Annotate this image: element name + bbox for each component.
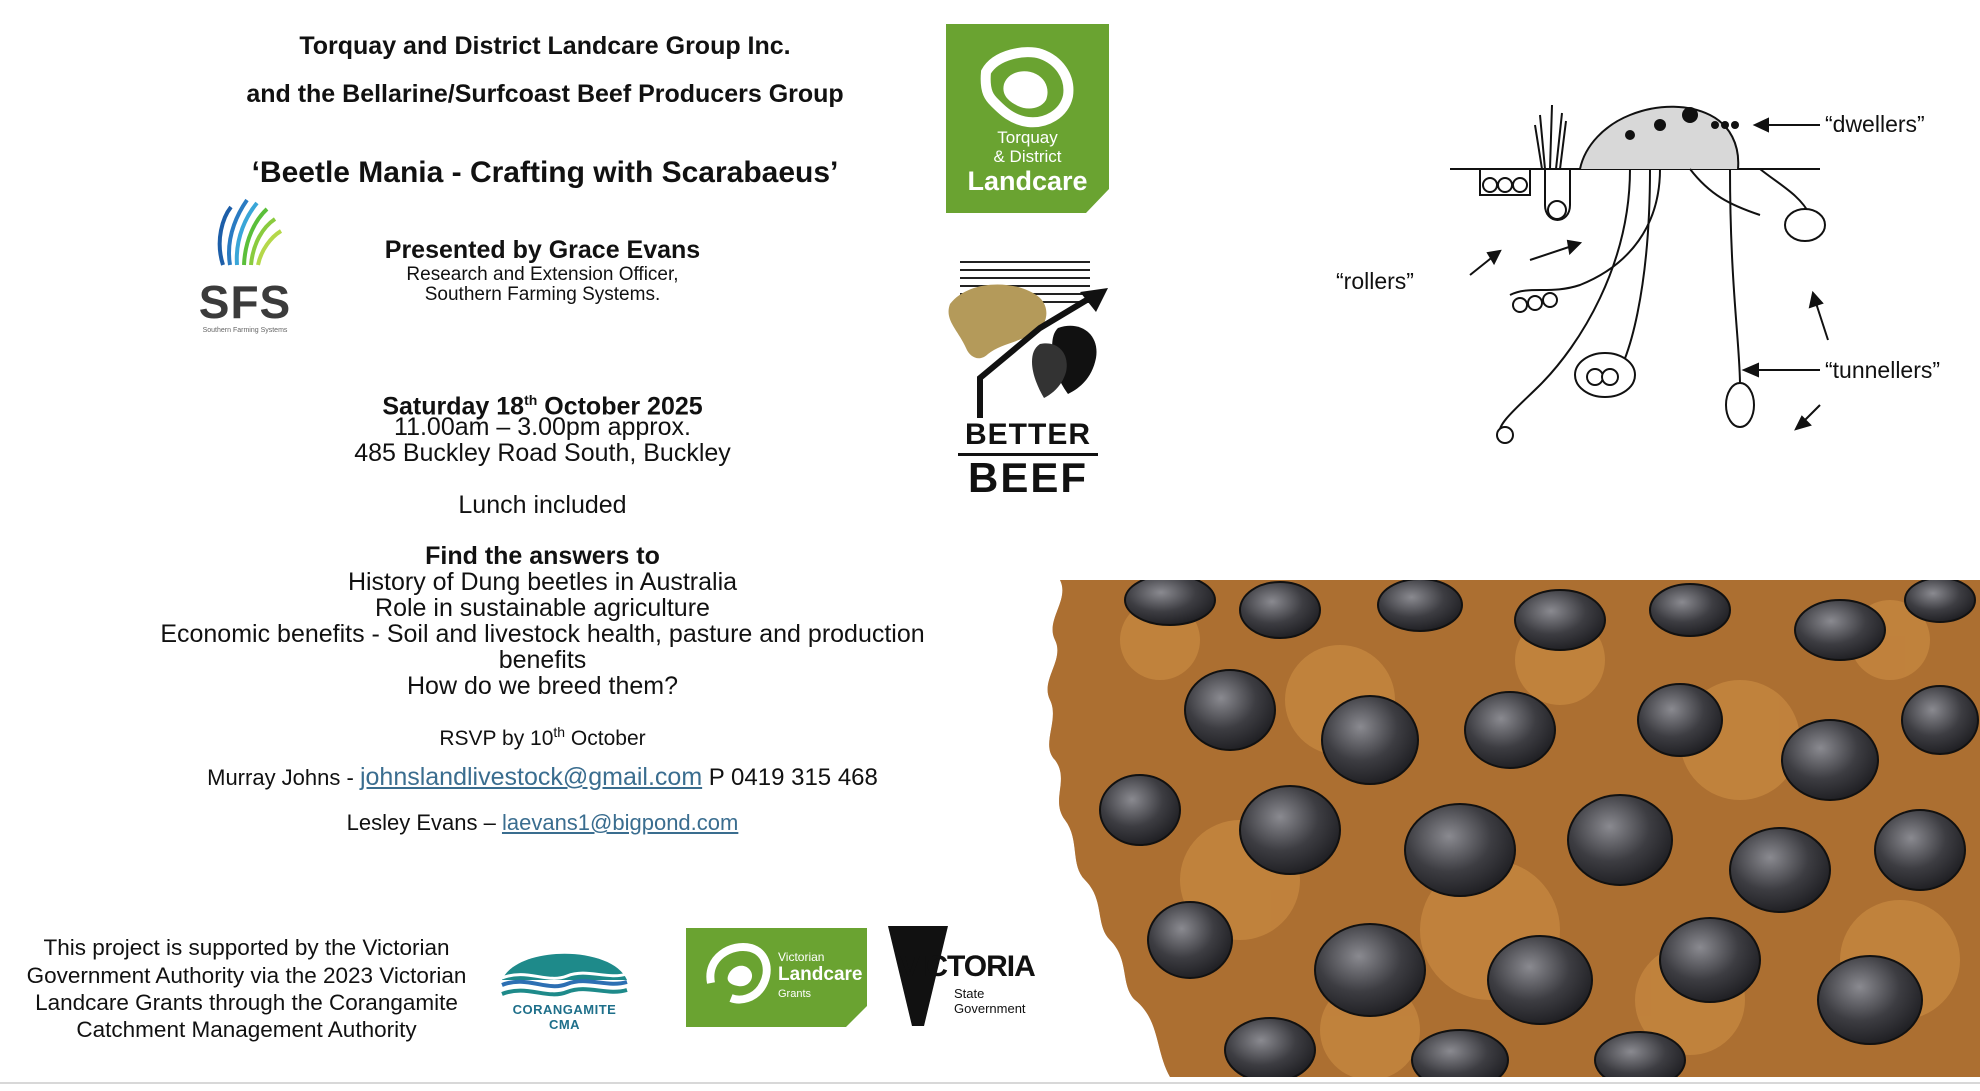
- landcare-line1: Torquay: [997, 128, 1058, 147]
- event-date-prefix: Saturday 18: [382, 392, 525, 421]
- presenter-heading: Presented by Grace Evans: [384, 236, 701, 264]
- event-address: 485 Buckley Road South, Buckley: [354, 439, 731, 467]
- rsvp-prefix: RSVP by 10: [439, 727, 554, 750]
- answers-heading: Find the answers to: [425, 542, 660, 570]
- sfs-logo: [185, 195, 305, 340]
- cow-silhouette-icon: [940, 258, 1116, 428]
- better-text: BETTER: [965, 418, 1091, 451]
- rsvp-sup: th: [553, 724, 566, 740]
- answers-item: benefits: [498, 646, 587, 674]
- label-tunnellers: “tunnellers”: [1825, 357, 1941, 383]
- lunch-note: Lunch included: [458, 491, 627, 519]
- vlg-line3: Grants: [778, 988, 812, 1000]
- contact2-email-link[interactable]: laevans1@bigpond.com: [501, 810, 739, 835]
- contact1-name: Murray Johns -: [207, 765, 360, 790]
- dung-beetle-diagram: [1330, 85, 1950, 465]
- beef-text: BEEF: [967, 454, 1088, 501]
- wave-icon: [497, 940, 632, 1002]
- contact2-name: Lesley Evans –: [346, 810, 502, 835]
- answers-item: Economic benefits - Soil and livestock health, pasture and production: [160, 620, 925, 648]
- presenter-role: Research and Extension Officer,: [406, 264, 679, 285]
- corangamite-cma-logo: [497, 940, 632, 1032]
- victoria-text: VICTORIA: [900, 950, 1035, 983]
- support-line: This project is supported by the Victorian: [43, 935, 450, 960]
- presenter-org: Southern Farming Systems.: [424, 284, 661, 305]
- better-beef-logo: [940, 258, 1116, 501]
- organiser-line-1: Torquay and District Landcare Group Inc.: [299, 32, 791, 60]
- vlg-line1: Victorian: [778, 950, 825, 964]
- state-text: State: [954, 986, 985, 1001]
- label-rollers: “rollers”: [1336, 268, 1414, 294]
- victoria-state-government-logo: [888, 926, 1038, 1026]
- event-title: ‘Beetle Mania - Crafting with Scarabaeus’: [251, 156, 839, 189]
- answers-item: How do we breed them?: [407, 672, 678, 700]
- landcare-line3: Landcare: [967, 166, 1088, 196]
- victorian-landcare-grants-logo: [686, 928, 867, 1027]
- event-date-sup: th: [524, 392, 538, 408]
- contact1-phone: P 0419 315 468: [702, 764, 878, 791]
- answers-item: History of Dung beetles in Australia: [347, 568, 738, 596]
- government-text: Government: [954, 1001, 1026, 1016]
- label-dwellers: “dwellers”: [1825, 111, 1925, 137]
- contact-lesley: [100, 810, 985, 836]
- presenter-block: [345, 236, 740, 305]
- support-line: Catchment Management Authority: [76, 1017, 417, 1042]
- sfs-logo-subtitle: Southern Farming Systems: [202, 327, 288, 334]
- beetle-burrow-illustration: [1330, 85, 1950, 465]
- landcare-line2: & District: [993, 147, 1062, 166]
- rsvp-suffix: October: [565, 727, 646, 750]
- contact1-email-link[interactable]: johnslandlivestock@gmail.com: [359, 763, 703, 791]
- event-date-suffix: October 2025: [537, 392, 703, 421]
- support-line: Landcare Grants through the Corangamite: [35, 990, 458, 1015]
- dung-beetles-photo: [1040, 580, 1980, 1077]
- divider: [0, 1082, 1980, 1084]
- event-time: 11.00am – 3.00pm approx.: [394, 413, 691, 441]
- beetles-on-dung-image: [1040, 580, 1980, 1077]
- sfs-logo-text: SFS: [198, 276, 292, 328]
- torquay-landcare-logo: [946, 24, 1109, 213]
- organiser-line-2: and the Bellarine/Surfcoast Beef Producers Group: [246, 80, 844, 108]
- support-line: Government Authority via the 2023 Victorian: [26, 963, 467, 988]
- vlg-line2: Landcare: [778, 964, 863, 985]
- corangamite-text: CORANGAMITE CMA: [512, 1002, 617, 1032]
- contact-murray: [100, 764, 985, 791]
- answers-item: Role in sustainable agriculture: [375, 594, 710, 622]
- rsvp-deadline: [100, 719, 985, 752]
